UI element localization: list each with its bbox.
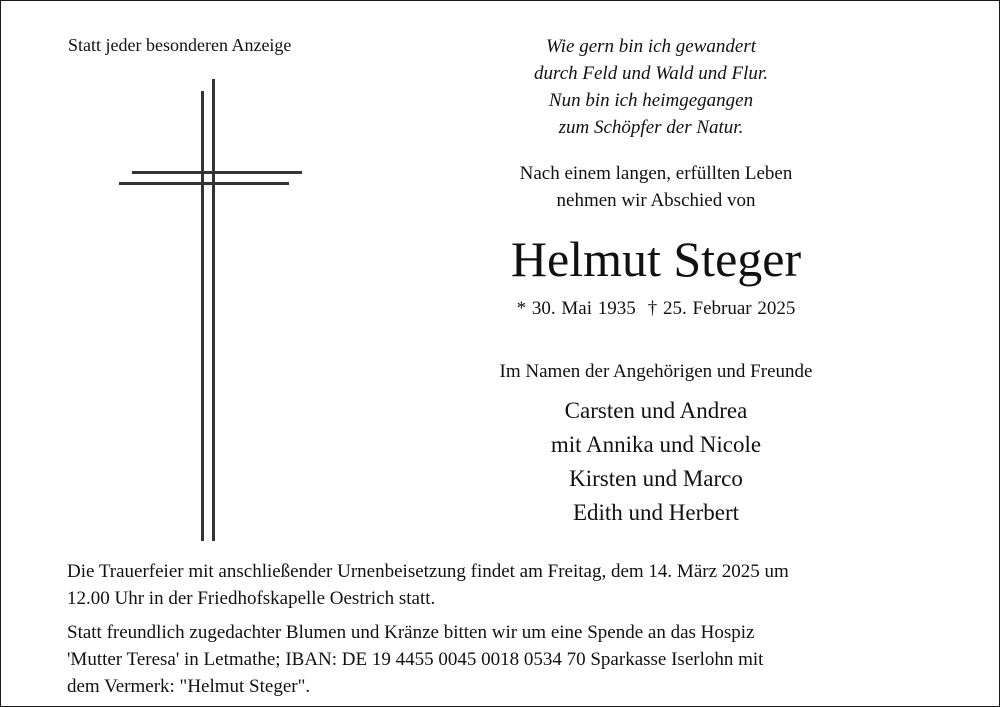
poem-line: Nun bin ich heimgegangen <box>548 90 754 111</box>
poem-line: Wie gern bin ich gewandert <box>545 36 757 57</box>
cross-vertical-right <box>212 79 215 541</box>
intro-line: Nach einem langen, erfüllten Leben <box>519 163 793 184</box>
intro-line: nehmen wir Abschied von <box>556 190 756 211</box>
poem-line: zum Schöpfer der Natur. <box>558 117 744 138</box>
donation-line: 'Mutter Teresa' in Letmathe; IBAN: DE 19 4455 0045 0018 0534 70 Sparkasse Iserlohn mit <box>67 649 764 670</box>
poem <box>451 33 851 141</box>
mourners-intro: Im Namen der Angehörigen und Freunde <box>499 361 813 382</box>
death-date: † 25. Februar 2025 <box>647 298 796 319</box>
farewell-intro <box>456 160 856 214</box>
poem-line: durch Feld und Wald und Flur. <box>534 63 768 84</box>
cross-vertical-left <box>201 91 204 541</box>
birth-date: * 30. Mai 1935 <box>516 298 636 319</box>
ceremony-info <box>67 558 957 612</box>
donation-info <box>67 619 957 700</box>
notice-header: Statt jeder besonderen Anzeige <box>68 35 292 55</box>
mourner-name: Edith und Herbert <box>572 500 740 525</box>
life-dates <box>456 295 856 322</box>
mourner-name: mit Annika und Nicole <box>550 432 762 457</box>
mourner-list <box>456 395 856 531</box>
cross-horizontal-top <box>132 171 302 174</box>
mourner-name: Kirsten und Marco <box>569 466 743 491</box>
ceremony-line: Die Trauerfeier mit anschließender Urnenbeisetzung findet am Freitag, dem 14. März 2025 um <box>67 561 789 582</box>
cross-symbol <box>111 71 311 551</box>
donation-line: Statt freundlich zugedachter Blumen und Kränze bitten wir um eine Spende an das Hospiz <box>67 622 755 643</box>
mourner-name: Carsten und Andrea <box>564 398 748 423</box>
ceremony-line: 12.00 Uhr in der Friedhofskapelle Oestrich statt. <box>67 588 436 609</box>
donation-line: dem Vermerk: "Helmut Steger". <box>67 676 311 697</box>
cross-horizontal-bottom <box>119 182 289 185</box>
deceased-name: Helmut Steger <box>510 231 802 287</box>
